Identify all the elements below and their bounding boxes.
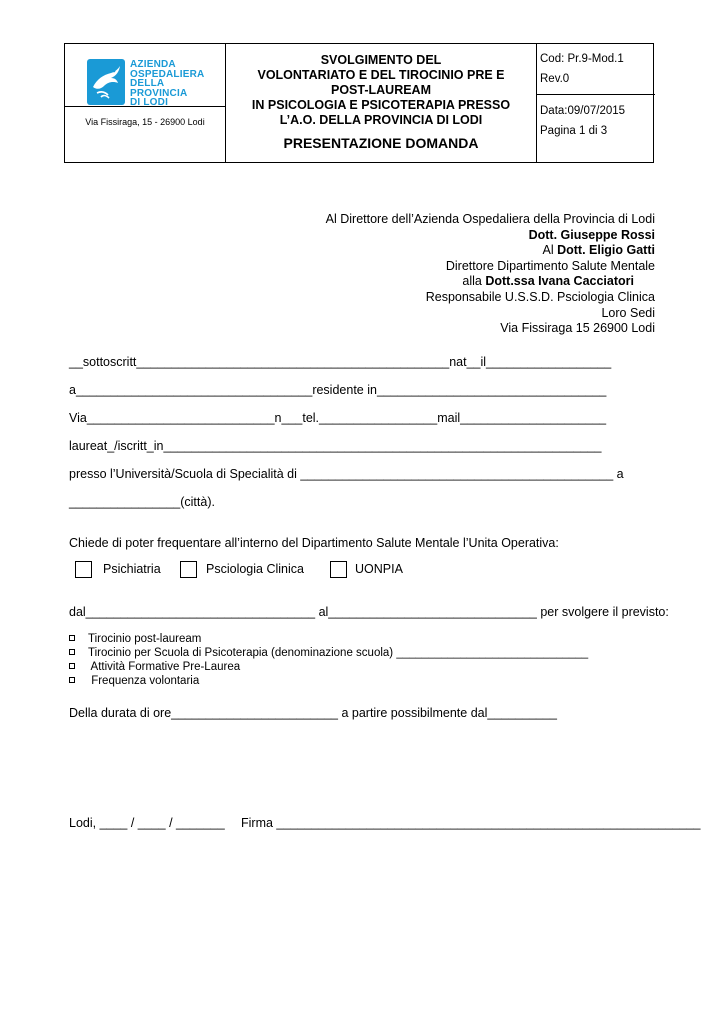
addressee-block xyxy=(326,212,655,337)
degree-field[interactable]: laureat_/iscritt_in_______________________________________________________________ xyxy=(69,439,602,453)
addressee-line xyxy=(326,243,655,259)
logo-line: OSPEDALIERA xyxy=(130,68,205,80)
title-line: L’A.O. DELLA PROVINCIA DI LODI xyxy=(279,113,483,127)
addressee-line: Responsabile U.S.S.D. Psciologia Clinica xyxy=(425,289,655,304)
addressee-line: Direttore Dipartimento Salute Mentale xyxy=(445,258,655,273)
addressee-name: Dott. Eligio Gatti xyxy=(557,243,655,258)
title-line: POST-LAUREAM xyxy=(331,83,431,97)
logo-line: AZIENDA xyxy=(130,59,176,70)
unit-options xyxy=(75,561,455,581)
psichiatria-checkbox[interactable] xyxy=(75,561,92,578)
document-subtitle: PRESENTAZIONE DOMANDA xyxy=(283,135,479,151)
document-title xyxy=(225,53,537,151)
document-code: Cod: Pr.9-Mod.1 xyxy=(540,53,624,65)
university-field[interactable]: presso l’Università/Scuola di Specialità di _____________________________________________ a xyxy=(69,467,624,481)
activity-option[interactable] xyxy=(69,633,201,647)
document-header xyxy=(64,43,654,163)
psicologia-clinica-checkbox[interactable] xyxy=(180,561,197,578)
option-label: Psichiatria xyxy=(103,562,161,576)
logo-line: PROVINCIA xyxy=(130,87,188,99)
activity-option[interactable] xyxy=(69,675,199,689)
request-text: Chiede di poter frequentare all’interno del Dipartimento Salute Mentale l’Unita Operativa: xyxy=(69,536,559,550)
addressee-name: Dott. Giuseppe Rossi xyxy=(528,227,655,242)
header-divider xyxy=(536,94,655,95)
address-contact-field[interactable]: Via___________________________n___tel._________________mail_____________________ xyxy=(69,411,607,425)
addressee-prefix: Al xyxy=(542,243,558,258)
document-revision: Rev.0 xyxy=(540,73,570,85)
checkbox-icon xyxy=(69,635,75,641)
logo-line: DELLA xyxy=(130,78,165,89)
option-label: UONPIA xyxy=(355,562,403,576)
option-label: Attività Formative Pre-Laurea xyxy=(88,661,241,673)
logo-wordmark xyxy=(130,60,204,108)
hospital-logo xyxy=(87,59,207,107)
addressee-name: Dott.ssa Ivana Cacciatori xyxy=(485,274,634,289)
period-field[interactable]: dal_________________________________ al______________________________ per svolgere il previsto: xyxy=(69,605,669,619)
addressee-line: Loro Sedi xyxy=(601,305,655,320)
logo-line: DI LODI xyxy=(130,97,169,108)
bird-logo-icon xyxy=(87,59,125,105)
city-field[interactable]: ________________(città). xyxy=(69,495,215,509)
checkbox-icon xyxy=(69,677,75,683)
title-line: IN PSICOLOGIA E PSICOTERAPIA PRESSO xyxy=(251,98,511,112)
name-birth-field[interactable]: __sottoscritt_____________________________________________nat__il__________________ xyxy=(69,355,612,369)
activity-option[interactable] xyxy=(69,661,240,675)
option-label: Tirocinio per Scuola di Psicoterapia (denominazione scuola) ______________________________ xyxy=(88,647,589,659)
activity-option[interactable] xyxy=(69,647,588,661)
addressee-line: Via Fissiraga 15 26900 Lodi xyxy=(500,321,655,336)
title-line: VOLONTARIATO E DEL TIROCINIO PRE E xyxy=(257,68,505,82)
document-date: Data:09/07/2015 xyxy=(540,105,626,117)
title-line: SVOLGIMENTO DEL xyxy=(320,53,442,67)
checkbox-icon xyxy=(69,663,75,669)
residence-field[interactable]: a__________________________________residente in_________________________________ xyxy=(69,383,607,397)
checkbox-icon xyxy=(69,649,75,655)
signature-field[interactable]: Firma _____________________________________________________________ xyxy=(241,816,701,830)
duration-field[interactable]: Della durata di ore________________________ a partire possibilmente dal__________ xyxy=(69,706,557,720)
addressee-line: Al Direttore dell’Azienda Ospedaliera della Provincia di Lodi xyxy=(325,212,655,226)
addressee-prefix: alla xyxy=(462,274,486,289)
option-label: Tirocinio post-lauream xyxy=(88,633,202,645)
option-label: Frequenza volontaria xyxy=(88,675,200,687)
hospital-address: Via Fissiraga, 15 - 26900 Lodi xyxy=(85,117,205,127)
uonpia-checkbox[interactable] xyxy=(330,561,347,578)
addressee-line xyxy=(326,274,634,290)
page-number: Pagina 1 di 3 xyxy=(540,125,608,137)
option-label: Psciologia Clinica xyxy=(206,562,304,576)
place-date-field[interactable]: Lodi, ____ / ____ / _______ xyxy=(69,816,225,830)
